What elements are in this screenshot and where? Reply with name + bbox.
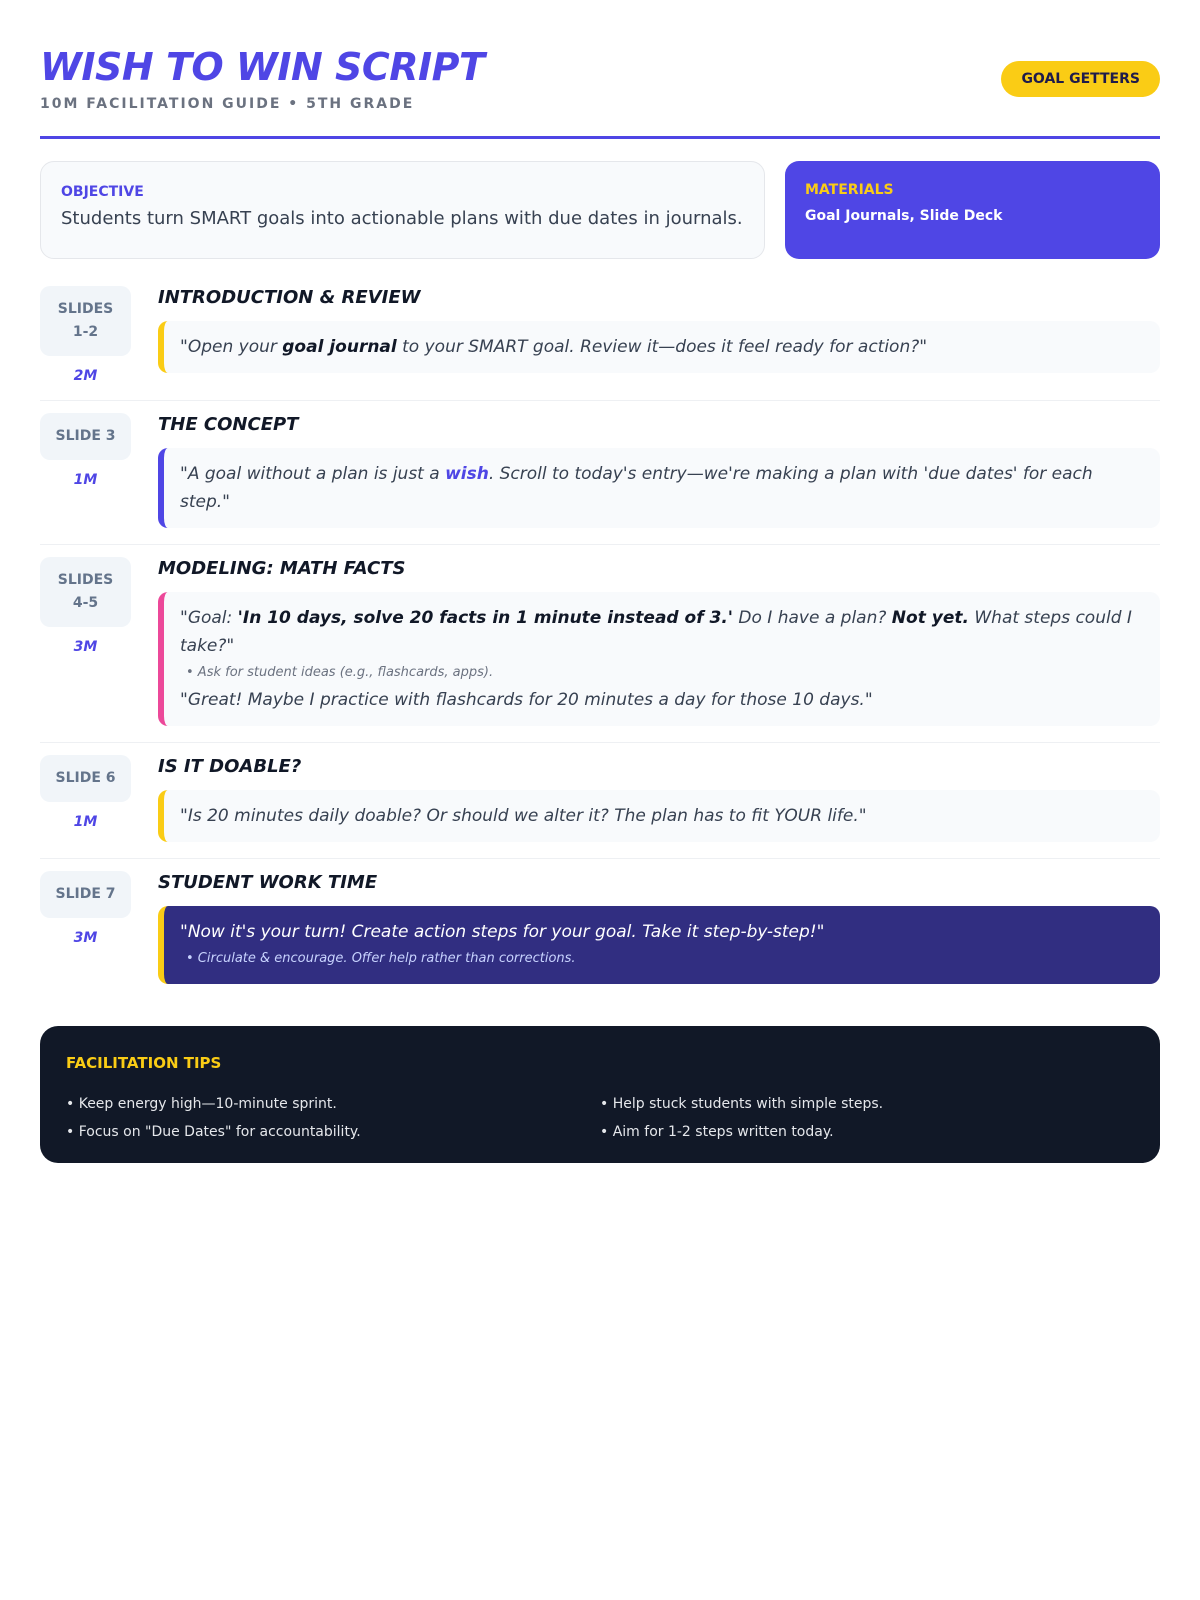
facilitation-tips-panel xyxy=(40,1026,1160,1163)
script-quote xyxy=(158,592,1160,726)
info-row xyxy=(40,161,1160,259)
quote-text: Do I have a plan? xyxy=(733,608,892,628)
section-time: 1M xyxy=(73,472,98,488)
section-content xyxy=(158,871,1160,984)
tips-column-left xyxy=(66,1090,600,1146)
tip-item: • Aim for 1-2 steps written today. xyxy=(600,1124,834,1140)
quote-text: . Scroll to today's entry—we're making a plan with 'due dates' for each step." xyxy=(180,464,1093,512)
section-time: 1M xyxy=(73,814,98,830)
quote-emphasis: Not yet. xyxy=(891,608,969,628)
slide-badge xyxy=(40,871,131,918)
quote-text: "Goal: xyxy=(180,608,238,628)
script-quote xyxy=(158,448,1160,528)
section-content xyxy=(158,557,1160,726)
page-subtitle: 10M FACILITATION GUIDE • 5TH GRADE xyxy=(40,96,415,112)
section-content xyxy=(158,413,1160,528)
quote-text: What steps could I take?" xyxy=(180,608,1132,656)
section-title: THE CONCEPT xyxy=(158,414,299,435)
slide-badge-line: SLIDE 6 xyxy=(55,770,116,786)
script-sections xyxy=(40,286,1160,1000)
quote-emphasis: 'In 10 days, solve 20 facts in 1 minute instead of 3.' xyxy=(237,608,733,628)
slide-badge-line: SLIDES xyxy=(57,572,114,588)
objective-text: Students turn SMART goals into actionable plans with due dates in journals. xyxy=(61,208,743,229)
facilitator-note: • Circulate & encourage. Offer help rather than corrections. xyxy=(186,951,576,966)
page-title: WISH TO WIN SCRIPT xyxy=(40,45,485,89)
goal-getters-badge: GOAL GETTERS xyxy=(1001,61,1160,97)
slide-column xyxy=(40,413,158,528)
slide-column xyxy=(40,286,158,384)
section-title: STUDENT WORK TIME xyxy=(158,872,378,893)
section-title: IS IT DOABLE? xyxy=(158,756,302,777)
slide-badge-line: SLIDES xyxy=(57,301,114,317)
slide-badge-range: 1-2 xyxy=(72,324,99,340)
quote-line xyxy=(180,604,1144,660)
tips-column-right xyxy=(600,1090,1134,1146)
materials-card xyxy=(785,161,1160,259)
script-quote xyxy=(158,321,1160,373)
section-doable xyxy=(40,755,1160,859)
quote-emphasis: wish xyxy=(445,464,489,484)
quote-text: to your SMART goal. Review it—does it feel ready for action?" xyxy=(396,337,928,357)
header xyxy=(40,44,1160,139)
quote-line: "Now it's your turn! Create action steps for your goal. Take it step-by-step!" xyxy=(180,922,825,942)
tip-item: • Help stuck students with simple steps. xyxy=(600,1096,884,1112)
section-title: INTRODUCTION & REVIEW xyxy=(158,287,421,308)
objective-label: OBJECTIVE xyxy=(61,184,144,200)
tips-grid xyxy=(66,1090,1134,1146)
script-quote: "Is 20 minutes daily doable? Or should we alter it? The plan has to fit YOUR life." xyxy=(158,790,1160,842)
slide-badge xyxy=(40,413,131,460)
section-time: 2M xyxy=(73,368,98,384)
facilitator-note: • Ask for student ideas (e.g., flashcards, apps). xyxy=(186,665,494,680)
slide-column xyxy=(40,871,158,984)
slide-badge xyxy=(40,557,131,627)
section-content xyxy=(158,755,1160,842)
section-title: MODELING: MATH FACTS xyxy=(158,558,406,579)
slide-badge-range: 4-5 xyxy=(72,595,99,611)
script-quote xyxy=(158,906,1160,984)
section-concept xyxy=(40,413,1160,545)
tips-label: FACILITATION TIPS xyxy=(66,1054,222,1072)
slide-column xyxy=(40,755,158,842)
tip-item: • Focus on "Due Dates" for accountability. xyxy=(66,1124,361,1140)
objective-card xyxy=(40,161,765,259)
section-time: 3M xyxy=(73,930,98,946)
tip-item: • Keep energy high—10-minute sprint. xyxy=(66,1096,337,1112)
slide-badge-line: SLIDE 3 xyxy=(55,428,116,444)
section-work-time xyxy=(40,871,1160,1000)
slide-column xyxy=(40,557,158,726)
quote-text: "Open your xyxy=(180,337,283,357)
quote-emphasis: goal journal xyxy=(282,337,397,357)
section-introduction xyxy=(40,286,1160,401)
slide-badge xyxy=(40,286,131,356)
quote-line: "Great! Maybe I practice with flashcards for 20 minutes a day for those 10 days." xyxy=(180,690,873,710)
materials-label: MATERIALS xyxy=(805,182,894,198)
section-modeling xyxy=(40,557,1160,743)
materials-text: Goal Journals, Slide Deck xyxy=(805,208,1003,224)
quote-text: "A goal without a plan is just a xyxy=(180,464,446,484)
slide-badge xyxy=(40,755,131,802)
section-time: 3M xyxy=(73,639,98,655)
slide-badge-line: SLIDE 7 xyxy=(55,886,116,902)
section-content xyxy=(158,286,1160,384)
